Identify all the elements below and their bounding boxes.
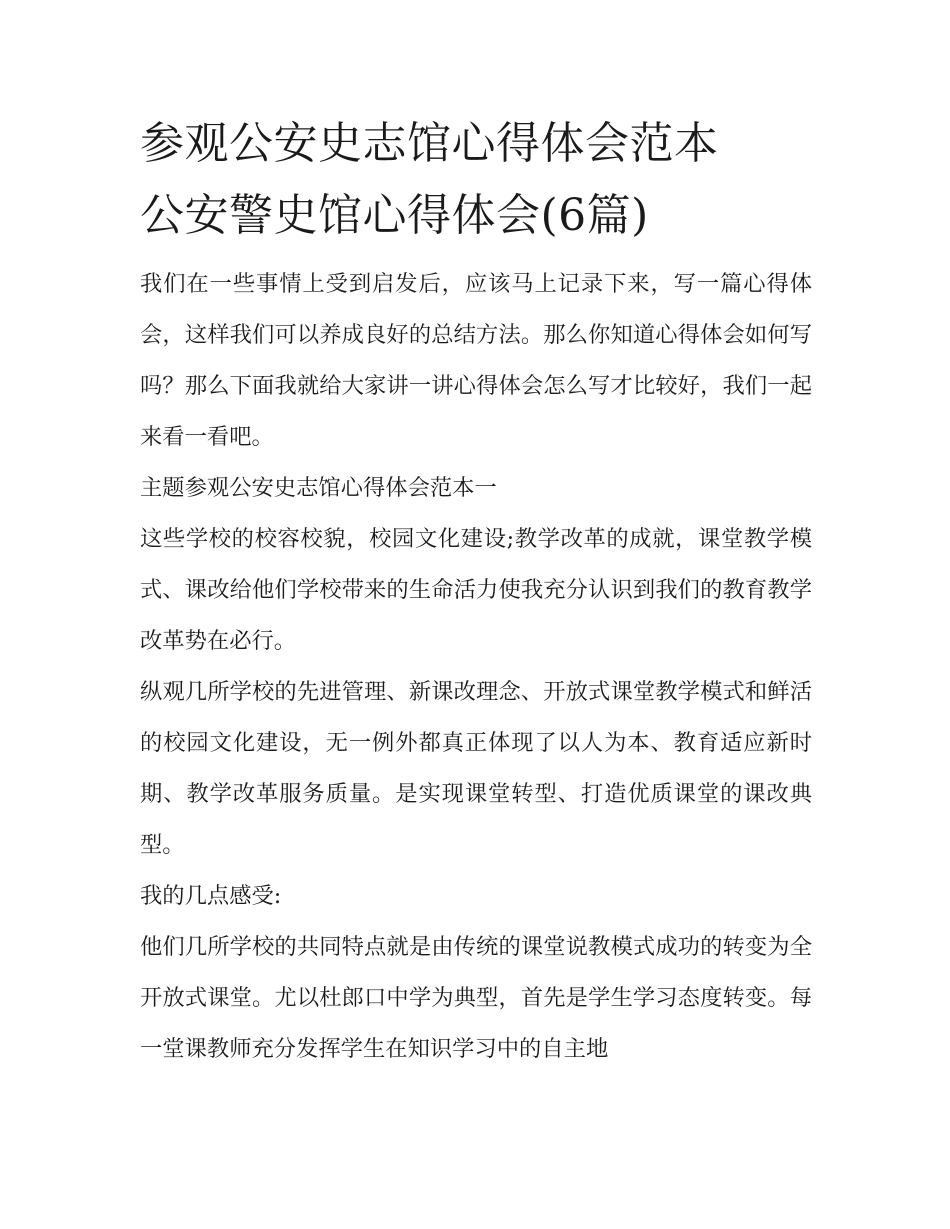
document-title-line-1: 参观公安史志馆心得体会范本 [140, 118, 719, 169]
document-title-line-2: 公安警史馆心得体会(6篇) [140, 190, 649, 241]
document-content [140, 108, 812, 1075]
paragraph: 他们几所学校的共同特点就是由传统的课堂说教模式成功的转变为全开放式课堂。尤以杜郎口中学为典型，首先是学生学习态度转变。每一堂课教师充分发挥学生在知识学习中的自主地 [140, 934, 812, 1062]
paragraph-intro: 我们在一些事情上受到启发后，应该马上记录下来，写一篇心得体会，这样我们可以养成良好的总结方法。那么你知道心得体会如何写吗？那么下面我就给大家讲一讲心得体会怎么写才比较好，我们一起来看一看吧。 [140, 271, 812, 450]
paragraph: 这些学校的校容校貌，校园文化建设;教学改革的成就，课堂教学模式、课改给他们学校带来的生命活力使我充分认识到我们的教育教学改革势在必行。 [140, 526, 812, 654]
document-body [140, 259, 812, 1075]
subheading: 我的几点感受: [140, 883, 282, 909]
section-heading: 主题参观公安史志馆心得体会范本一 [140, 475, 497, 501]
paragraph: 纵观几所学校的先进管理、新课改理念、开放式课堂教学模式和鲜活的校园文化建设，无一例外都真正体现了以人为本、教育适应新时期、教学改革服务质量。是实现课堂转型、打造优质课堂的课改典型。 [140, 679, 812, 858]
